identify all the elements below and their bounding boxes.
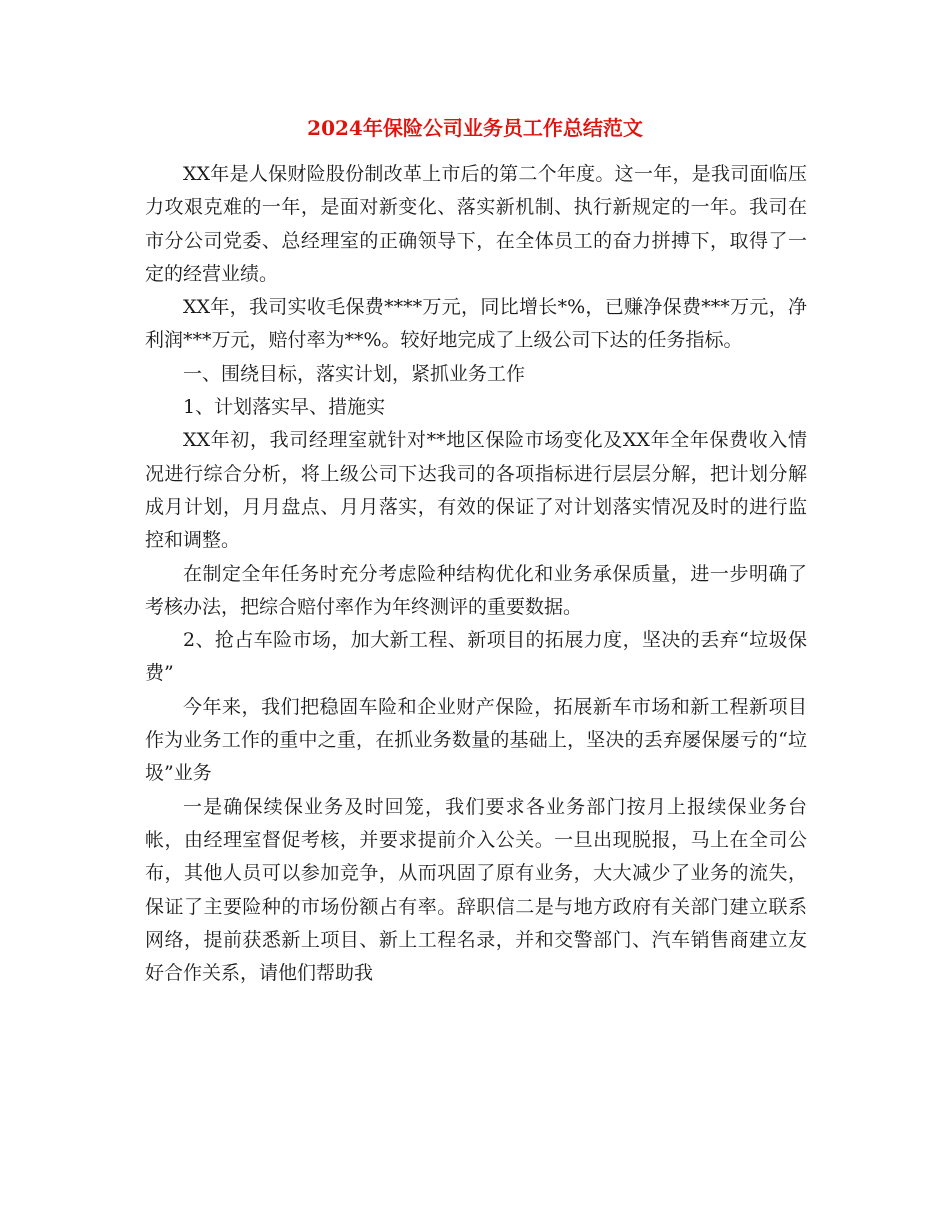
paragraph-intro: XX年是人保财险股份制改革上市后的第二个年度。这一年，是我司面临压力攻艰克难的一年，是面对新变化、落实新机制、执行新规定的一年。我司在市分公司党委、总经理室的正确领导下，在全体员工的奋力拼搏下，取得了一定的经营业绩。 bbox=[145, 163, 807, 285]
section-heading-1: 一、围绕目标，落实计划，紧抓业务工作 bbox=[183, 362, 526, 385]
document-body bbox=[145, 158, 807, 990]
paragraph-plan: XX年初，我司经理室就针对**地区保险市场变化及XX年全年保费收入情况进行综合分析，将上级公司下达我司的各项指标进行层层分解，把计划分解成月计划，月月盘点、月月落实，有效的保证了对计划落实情况及时的进行监控和调整。 bbox=[145, 429, 807, 552]
paragraph-assessment: 在制定全年任务时充分考虑险种结构优化和业务承保质量，进一步明确了考核办法，把综合赔付率作为年终测评的重要数据。 bbox=[145, 562, 807, 618]
subheading-1: 1、计划落实早、措施实 bbox=[183, 396, 386, 419]
document-title: 2024年保险公司业务员工作总结范文 bbox=[307, 116, 643, 140]
paragraph-renewal: 一是确保续保业务及时回笼，我们要求各业务部门按月上报续保业务台帐，由经理室督促考核，并要求提前介入公关。一旦出现脱报，马上在全司公布，其他人员可以参加竞争，从而巩固了原有业务，大大减少了业务的流失，保证了主要险种的市场份额占有率。辞职信二是与地方政府有关部门建立联系网络，提前获悉新上项目、新上工程名录，并和交警部门、汽车销售商建立友好合作关系，请他们帮助我 bbox=[145, 795, 807, 985]
paragraph-figures: XX年，我司实收毛保费****万元，同比增长*%，已赚净保费***万元，净利润***万元，赔付率为**%。较好地完成了上级公司下达的任务指标。 bbox=[145, 296, 807, 352]
paragraph-market: 今年来，我们把稳固车险和企业财产保险，拓展新车市场和新工程新项目作为业务工作的重中之重，在抓业务数量的基础上，坚决的丢弃屡保屡亏的“垃圾”业务 bbox=[145, 695, 807, 785]
subheading-2: 2、抢占车险市场，加大新工程、新项目的拓展力度，坚决的丢弃“垃圾保费” bbox=[145, 629, 807, 685]
